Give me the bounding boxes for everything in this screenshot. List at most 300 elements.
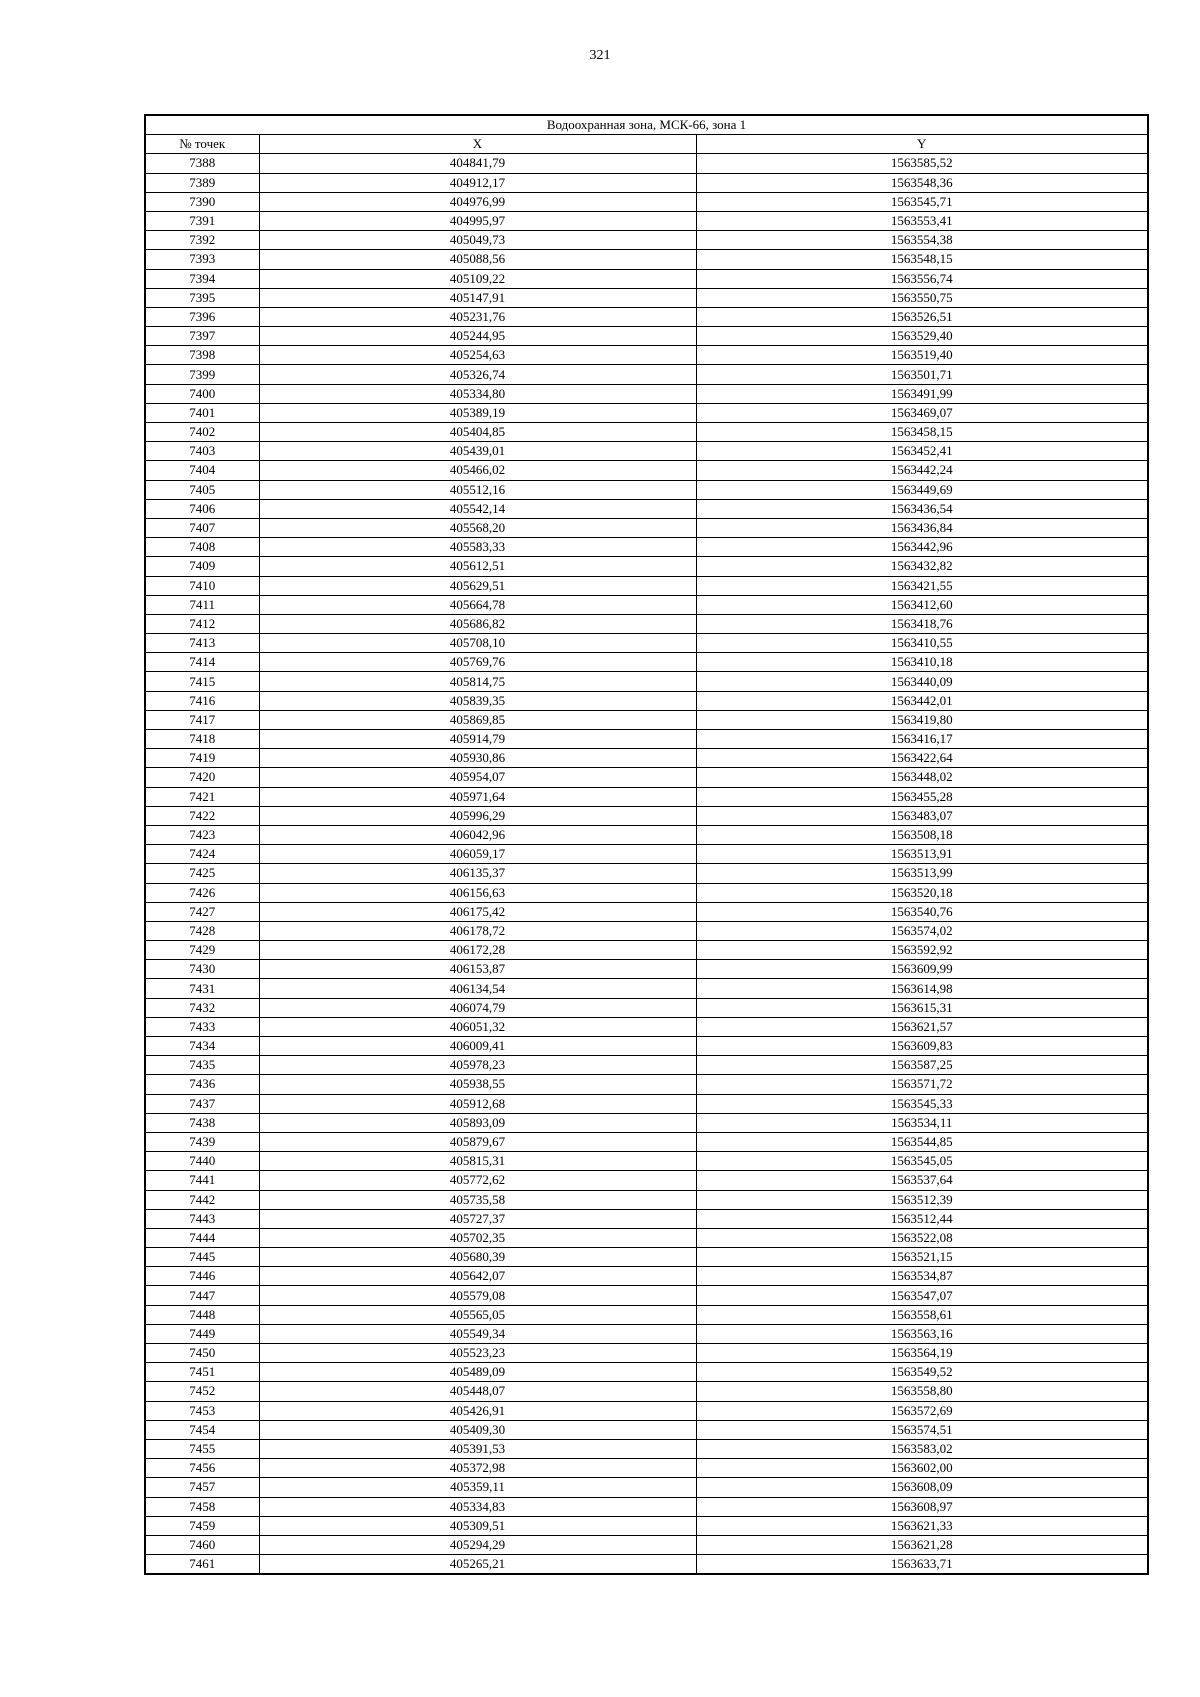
y-coordinate-cell: 1563574,02 bbox=[696, 921, 1148, 940]
table-row bbox=[145, 864, 1148, 883]
x-coordinate-cell: 405254,63 bbox=[259, 346, 696, 365]
table-row bbox=[145, 1037, 1148, 1056]
x-coordinate-cell: 405512,16 bbox=[259, 480, 696, 499]
table-row bbox=[145, 998, 1148, 1017]
table-row bbox=[145, 1305, 1148, 1324]
table-row bbox=[145, 576, 1148, 595]
y-coordinate-cell: 1563602,00 bbox=[696, 1459, 1148, 1478]
x-coordinate-cell: 405049,73 bbox=[259, 231, 696, 250]
point-number-cell: 7453 bbox=[145, 1401, 259, 1420]
y-coordinate-cell: 1563418,76 bbox=[696, 614, 1148, 633]
x-coordinate-cell: 405815,31 bbox=[259, 1152, 696, 1171]
point-number-cell: 7414 bbox=[145, 653, 259, 672]
table-row bbox=[145, 423, 1148, 442]
y-coordinate-cell: 1563592,92 bbox=[696, 941, 1148, 960]
point-number-cell: 7452 bbox=[145, 1382, 259, 1401]
y-coordinate-cell: 1563540,76 bbox=[696, 902, 1148, 921]
table-row bbox=[145, 269, 1148, 288]
x-coordinate-cell: 405954,07 bbox=[259, 768, 696, 787]
point-number-cell: 7398 bbox=[145, 346, 259, 365]
point-number-cell: 7429 bbox=[145, 941, 259, 960]
y-coordinate-cell: 1563572,69 bbox=[696, 1401, 1148, 1420]
x-coordinate-cell: 405680,39 bbox=[259, 1248, 696, 1267]
point-number-cell: 7441 bbox=[145, 1171, 259, 1190]
y-coordinate-cell: 1563534,87 bbox=[696, 1267, 1148, 1286]
table-row bbox=[145, 653, 1148, 672]
point-number-cell: 7459 bbox=[145, 1516, 259, 1535]
table-row bbox=[145, 1209, 1148, 1228]
x-coordinate-cell: 405231,76 bbox=[259, 307, 696, 326]
point-number-cell: 7396 bbox=[145, 307, 259, 326]
x-coordinate-cell: 405708,10 bbox=[259, 634, 696, 653]
point-number-cell: 7447 bbox=[145, 1286, 259, 1305]
y-coordinate-cell: 1563537,64 bbox=[696, 1171, 1148, 1190]
point-number-cell: 7457 bbox=[145, 1478, 259, 1497]
table-row bbox=[145, 442, 1148, 461]
point-number-cell: 7454 bbox=[145, 1420, 259, 1439]
point-number-cell: 7424 bbox=[145, 845, 259, 864]
point-number-cell: 7423 bbox=[145, 825, 259, 844]
point-number-cell: 7434 bbox=[145, 1037, 259, 1056]
x-coordinate-cell: 406051,32 bbox=[259, 1017, 696, 1036]
point-number-cell: 7390 bbox=[145, 192, 259, 211]
table-row bbox=[145, 1094, 1148, 1113]
y-coordinate-cell: 1563545,71 bbox=[696, 192, 1148, 211]
point-number-cell: 7406 bbox=[145, 499, 259, 518]
x-coordinate-cell: 406175,42 bbox=[259, 902, 696, 921]
x-coordinate-cell: 405930,86 bbox=[259, 749, 696, 768]
point-number-cell: 7444 bbox=[145, 1228, 259, 1247]
x-coordinate-cell: 406153,87 bbox=[259, 960, 696, 979]
y-coordinate-cell: 1563442,96 bbox=[696, 538, 1148, 557]
table-row bbox=[145, 1248, 1148, 1267]
table-row bbox=[145, 211, 1148, 230]
table-row bbox=[145, 634, 1148, 653]
table-row bbox=[145, 1075, 1148, 1094]
point-number-cell: 7446 bbox=[145, 1267, 259, 1286]
x-coordinate-cell: 405978,23 bbox=[259, 1056, 696, 1075]
y-coordinate-cell: 1563608,97 bbox=[696, 1497, 1148, 1516]
x-coordinate-cell: 405244,95 bbox=[259, 327, 696, 346]
y-coordinate-cell: 1563571,72 bbox=[696, 1075, 1148, 1094]
point-number-cell: 7451 bbox=[145, 1363, 259, 1382]
table-row bbox=[145, 1459, 1148, 1478]
point-number-cell: 7415 bbox=[145, 672, 259, 691]
y-coordinate-cell: 1563449,69 bbox=[696, 480, 1148, 499]
point-number-cell: 7407 bbox=[145, 518, 259, 537]
x-coordinate-cell: 405523,23 bbox=[259, 1344, 696, 1363]
x-coordinate-cell: 404912,17 bbox=[259, 173, 696, 192]
y-coordinate-cell: 1563554,38 bbox=[696, 231, 1148, 250]
y-coordinate-cell: 1563545,33 bbox=[696, 1094, 1148, 1113]
y-coordinate-cell: 1563585,52 bbox=[696, 154, 1148, 173]
y-coordinate-cell: 1563633,71 bbox=[696, 1555, 1148, 1575]
point-number-cell: 7404 bbox=[145, 461, 259, 480]
point-number-cell: 7432 bbox=[145, 998, 259, 1017]
table-row bbox=[145, 154, 1148, 173]
y-coordinate-cell: 1563416,17 bbox=[696, 730, 1148, 749]
point-number-cell: 7416 bbox=[145, 691, 259, 710]
point-number-cell: 7402 bbox=[145, 423, 259, 442]
point-number-cell: 7438 bbox=[145, 1113, 259, 1132]
table-row bbox=[145, 557, 1148, 576]
x-coordinate-cell: 405359,11 bbox=[259, 1478, 696, 1497]
point-number-cell: 7450 bbox=[145, 1344, 259, 1363]
y-coordinate-cell: 1563448,02 bbox=[696, 768, 1148, 787]
y-coordinate-cell: 1563534,11 bbox=[696, 1113, 1148, 1132]
y-coordinate-cell: 1563574,51 bbox=[696, 1420, 1148, 1439]
y-coordinate-cell: 1563522,08 bbox=[696, 1228, 1148, 1247]
table-row bbox=[145, 461, 1148, 480]
x-coordinate-cell: 405996,29 bbox=[259, 806, 696, 825]
y-coordinate-cell: 1563526,51 bbox=[696, 307, 1148, 326]
point-number-cell: 7413 bbox=[145, 634, 259, 653]
point-number-cell: 7461 bbox=[145, 1555, 259, 1575]
coordinates-table bbox=[144, 114, 1149, 1575]
table-row bbox=[145, 787, 1148, 806]
x-coordinate-cell: 405466,02 bbox=[259, 461, 696, 480]
x-coordinate-cell: 405309,51 bbox=[259, 1516, 696, 1535]
table-row bbox=[145, 806, 1148, 825]
column-header-y: Y bbox=[696, 135, 1148, 154]
x-coordinate-cell: 405334,83 bbox=[259, 1497, 696, 1516]
x-coordinate-cell: 406059,17 bbox=[259, 845, 696, 864]
y-coordinate-cell: 1563520,18 bbox=[696, 883, 1148, 902]
x-coordinate-cell: 406042,96 bbox=[259, 825, 696, 844]
y-coordinate-cell: 1563614,98 bbox=[696, 979, 1148, 998]
table-row bbox=[145, 1344, 1148, 1363]
y-coordinate-cell: 1563458,15 bbox=[696, 423, 1148, 442]
table-row bbox=[145, 1113, 1148, 1132]
point-number-cell: 7428 bbox=[145, 921, 259, 940]
column-header-point-number: № точек bbox=[145, 135, 259, 154]
x-coordinate-cell: 405326,74 bbox=[259, 365, 696, 384]
y-coordinate-cell: 1563558,80 bbox=[696, 1382, 1148, 1401]
y-coordinate-cell: 1563501,71 bbox=[696, 365, 1148, 384]
y-coordinate-cell: 1563512,44 bbox=[696, 1209, 1148, 1228]
table-row bbox=[145, 825, 1148, 844]
x-coordinate-cell: 405612,51 bbox=[259, 557, 696, 576]
point-number-cell: 7395 bbox=[145, 288, 259, 307]
y-coordinate-cell: 1563455,28 bbox=[696, 787, 1148, 806]
point-number-cell: 7411 bbox=[145, 595, 259, 614]
x-coordinate-cell: 404976,99 bbox=[259, 192, 696, 211]
table-row bbox=[145, 672, 1148, 691]
point-number-cell: 7409 bbox=[145, 557, 259, 576]
y-coordinate-cell: 1563519,40 bbox=[696, 346, 1148, 365]
x-coordinate-cell: 405579,08 bbox=[259, 1286, 696, 1305]
point-number-cell: 7408 bbox=[145, 538, 259, 557]
y-coordinate-cell: 1563587,25 bbox=[696, 1056, 1148, 1075]
y-coordinate-cell: 1563469,07 bbox=[696, 403, 1148, 422]
x-coordinate-cell: 405664,78 bbox=[259, 595, 696, 614]
x-coordinate-cell: 405629,51 bbox=[259, 576, 696, 595]
point-number-cell: 7433 bbox=[145, 1017, 259, 1036]
y-coordinate-cell: 1563442,01 bbox=[696, 691, 1148, 710]
point-number-cell: 7437 bbox=[145, 1094, 259, 1113]
table-row bbox=[145, 1190, 1148, 1209]
table-row bbox=[145, 845, 1148, 864]
table-row bbox=[145, 1497, 1148, 1516]
table-row bbox=[145, 288, 1148, 307]
table-title: Водоохранная зона, МСК-66, зона 1 bbox=[145, 115, 1148, 135]
x-coordinate-cell: 405565,05 bbox=[259, 1305, 696, 1324]
y-coordinate-cell: 1563547,07 bbox=[696, 1286, 1148, 1305]
point-number-cell: 7431 bbox=[145, 979, 259, 998]
x-coordinate-cell: 405702,35 bbox=[259, 1228, 696, 1247]
x-coordinate-cell: 405334,80 bbox=[259, 384, 696, 403]
x-coordinate-cell: 406009,41 bbox=[259, 1037, 696, 1056]
table-row bbox=[145, 960, 1148, 979]
x-coordinate-cell: 405088,56 bbox=[259, 250, 696, 269]
table-row bbox=[145, 307, 1148, 326]
point-number-cell: 7442 bbox=[145, 1190, 259, 1209]
table-row bbox=[145, 749, 1148, 768]
y-coordinate-cell: 1563521,15 bbox=[696, 1248, 1148, 1267]
x-coordinate-cell: 405938,55 bbox=[259, 1075, 696, 1094]
table-row bbox=[145, 384, 1148, 403]
y-coordinate-cell: 1563422,64 bbox=[696, 749, 1148, 768]
point-number-cell: 7445 bbox=[145, 1248, 259, 1267]
table-row bbox=[145, 231, 1148, 250]
x-coordinate-cell: 405686,82 bbox=[259, 614, 696, 633]
x-coordinate-cell: 406156,63 bbox=[259, 883, 696, 902]
point-number-cell: 7419 bbox=[145, 749, 259, 768]
table-row bbox=[145, 1171, 1148, 1190]
table-row bbox=[145, 1439, 1148, 1458]
y-coordinate-cell: 1563545,05 bbox=[696, 1152, 1148, 1171]
point-number-cell: 7393 bbox=[145, 250, 259, 269]
table-row bbox=[145, 1363, 1148, 1382]
table-row bbox=[145, 1516, 1148, 1535]
point-number-cell: 7439 bbox=[145, 1132, 259, 1151]
table-row bbox=[145, 941, 1148, 960]
y-coordinate-cell: 1563412,60 bbox=[696, 595, 1148, 614]
table-row bbox=[145, 538, 1148, 557]
y-coordinate-cell: 1563615,31 bbox=[696, 998, 1148, 1017]
y-coordinate-cell: 1563548,15 bbox=[696, 250, 1148, 269]
x-coordinate-cell: 405448,07 bbox=[259, 1382, 696, 1401]
x-coordinate-cell: 405542,14 bbox=[259, 499, 696, 518]
y-coordinate-cell: 1563410,18 bbox=[696, 653, 1148, 672]
table-row bbox=[145, 1228, 1148, 1247]
x-coordinate-cell: 405735,58 bbox=[259, 1190, 696, 1209]
table-row bbox=[145, 1286, 1148, 1305]
x-coordinate-cell: 405839,35 bbox=[259, 691, 696, 710]
point-number-cell: 7403 bbox=[145, 442, 259, 461]
point-number-cell: 7410 bbox=[145, 576, 259, 595]
point-number-cell: 7412 bbox=[145, 614, 259, 633]
y-coordinate-cell: 1563563,16 bbox=[696, 1324, 1148, 1343]
x-coordinate-cell: 405769,76 bbox=[259, 653, 696, 672]
y-coordinate-cell: 1563491,99 bbox=[696, 384, 1148, 403]
table-row bbox=[145, 710, 1148, 729]
x-coordinate-cell: 406135,37 bbox=[259, 864, 696, 883]
x-coordinate-cell: 405971,64 bbox=[259, 787, 696, 806]
x-coordinate-cell: 405391,53 bbox=[259, 1439, 696, 1458]
point-number-cell: 7458 bbox=[145, 1497, 259, 1516]
point-number-cell: 7394 bbox=[145, 269, 259, 288]
table-row bbox=[145, 1401, 1148, 1420]
point-number-cell: 7417 bbox=[145, 710, 259, 729]
point-number-cell: 7440 bbox=[145, 1152, 259, 1171]
y-coordinate-cell: 1563553,41 bbox=[696, 211, 1148, 230]
table-row bbox=[145, 1555, 1148, 1575]
x-coordinate-cell: 406172,28 bbox=[259, 941, 696, 960]
table-row bbox=[145, 614, 1148, 633]
x-coordinate-cell: 405914,79 bbox=[259, 730, 696, 749]
x-coordinate-cell: 404995,97 bbox=[259, 211, 696, 230]
point-number-cell: 7421 bbox=[145, 787, 259, 806]
x-coordinate-cell: 405404,85 bbox=[259, 423, 696, 442]
y-coordinate-cell: 1563483,07 bbox=[696, 806, 1148, 825]
table-row bbox=[145, 480, 1148, 499]
point-number-cell: 7435 bbox=[145, 1056, 259, 1075]
table-row bbox=[145, 173, 1148, 192]
point-number-cell: 7418 bbox=[145, 730, 259, 749]
table-row bbox=[145, 921, 1148, 940]
y-coordinate-cell: 1563564,19 bbox=[696, 1344, 1148, 1363]
point-number-cell: 7399 bbox=[145, 365, 259, 384]
y-coordinate-cell: 1563609,99 bbox=[696, 960, 1148, 979]
point-number-cell: 7426 bbox=[145, 883, 259, 902]
x-coordinate-cell: 405294,29 bbox=[259, 1535, 696, 1554]
x-coordinate-cell: 405265,21 bbox=[259, 1555, 696, 1575]
table-row bbox=[145, 346, 1148, 365]
table-row bbox=[145, 250, 1148, 269]
table-row bbox=[145, 403, 1148, 422]
table-row bbox=[145, 1478, 1148, 1497]
table-row bbox=[145, 192, 1148, 211]
y-coordinate-cell: 1563442,24 bbox=[696, 461, 1148, 480]
x-coordinate-cell: 404841,79 bbox=[259, 154, 696, 173]
x-coordinate-cell: 405912,68 bbox=[259, 1094, 696, 1113]
point-number-cell: 7405 bbox=[145, 480, 259, 499]
table-row bbox=[145, 883, 1148, 902]
y-coordinate-cell: 1563513,99 bbox=[696, 864, 1148, 883]
y-coordinate-cell: 1563608,09 bbox=[696, 1478, 1148, 1497]
y-coordinate-cell: 1563421,55 bbox=[696, 576, 1148, 595]
point-number-cell: 7397 bbox=[145, 327, 259, 346]
table-row bbox=[145, 1382, 1148, 1401]
table-row bbox=[145, 1267, 1148, 1286]
x-coordinate-cell: 405389,19 bbox=[259, 403, 696, 422]
column-header-x: X bbox=[259, 135, 696, 154]
table-row bbox=[145, 499, 1148, 518]
table-row bbox=[145, 518, 1148, 537]
table-row bbox=[145, 1535, 1148, 1554]
x-coordinate-cell: 405109,22 bbox=[259, 269, 696, 288]
x-coordinate-cell: 405549,34 bbox=[259, 1324, 696, 1343]
x-coordinate-cell: 405372,98 bbox=[259, 1459, 696, 1478]
point-number-cell: 7389 bbox=[145, 173, 259, 192]
x-coordinate-cell: 405439,01 bbox=[259, 442, 696, 461]
point-number-cell: 7388 bbox=[145, 154, 259, 173]
y-coordinate-cell: 1563609,83 bbox=[696, 1037, 1148, 1056]
y-coordinate-cell: 1563549,52 bbox=[696, 1363, 1148, 1382]
y-coordinate-cell: 1563550,75 bbox=[696, 288, 1148, 307]
x-coordinate-cell: 405879,67 bbox=[259, 1132, 696, 1151]
y-coordinate-cell: 1563436,54 bbox=[696, 499, 1148, 518]
y-coordinate-cell: 1563621,57 bbox=[696, 1017, 1148, 1036]
table-row bbox=[145, 902, 1148, 921]
table-row bbox=[145, 327, 1148, 346]
y-coordinate-cell: 1563513,91 bbox=[696, 845, 1148, 864]
y-coordinate-cell: 1563508,18 bbox=[696, 825, 1148, 844]
y-coordinate-cell: 1563529,40 bbox=[696, 327, 1148, 346]
y-coordinate-cell: 1563436,84 bbox=[696, 518, 1148, 537]
y-coordinate-cell: 1563548,36 bbox=[696, 173, 1148, 192]
x-coordinate-cell: 405814,75 bbox=[259, 672, 696, 691]
x-coordinate-cell: 405409,30 bbox=[259, 1420, 696, 1439]
y-coordinate-cell: 1563410,55 bbox=[696, 634, 1148, 653]
point-number-cell: 7449 bbox=[145, 1324, 259, 1343]
point-number-cell: 7427 bbox=[145, 902, 259, 921]
x-coordinate-cell: 405727,37 bbox=[259, 1209, 696, 1228]
table-row bbox=[145, 1056, 1148, 1075]
point-number-cell: 7392 bbox=[145, 231, 259, 250]
page-number: 321 bbox=[589, 48, 611, 63]
x-coordinate-cell: 405583,33 bbox=[259, 538, 696, 557]
point-number-cell: 7401 bbox=[145, 403, 259, 422]
y-coordinate-cell: 1563440,09 bbox=[696, 672, 1148, 691]
x-coordinate-cell: 405893,09 bbox=[259, 1113, 696, 1132]
point-number-cell: 7456 bbox=[145, 1459, 259, 1478]
table-row bbox=[145, 1017, 1148, 1036]
y-coordinate-cell: 1563452,41 bbox=[696, 442, 1148, 461]
x-coordinate-cell: 406178,72 bbox=[259, 921, 696, 940]
x-coordinate-cell: 405772,62 bbox=[259, 1171, 696, 1190]
x-coordinate-cell: 405568,20 bbox=[259, 518, 696, 537]
x-coordinate-cell: 405426,91 bbox=[259, 1401, 696, 1420]
table-row bbox=[145, 595, 1148, 614]
point-number-cell: 7425 bbox=[145, 864, 259, 883]
point-number-cell: 7448 bbox=[145, 1305, 259, 1324]
y-coordinate-cell: 1563544,85 bbox=[696, 1132, 1148, 1151]
table-row bbox=[145, 730, 1148, 749]
x-coordinate-cell: 405489,09 bbox=[259, 1363, 696, 1382]
point-number-cell: 7455 bbox=[145, 1439, 259, 1458]
y-coordinate-cell: 1563621,33 bbox=[696, 1516, 1148, 1535]
y-coordinate-cell: 1563432,82 bbox=[696, 557, 1148, 576]
x-coordinate-cell: 405147,91 bbox=[259, 288, 696, 307]
table-row bbox=[145, 1324, 1148, 1343]
point-number-cell: 7400 bbox=[145, 384, 259, 403]
point-number-cell: 7460 bbox=[145, 1535, 259, 1554]
x-coordinate-cell: 406074,79 bbox=[259, 998, 696, 1017]
x-coordinate-cell: 405869,85 bbox=[259, 710, 696, 729]
point-number-cell: 7436 bbox=[145, 1075, 259, 1094]
y-coordinate-cell: 1563556,74 bbox=[696, 269, 1148, 288]
point-number-cell: 7420 bbox=[145, 768, 259, 787]
table-row bbox=[145, 691, 1148, 710]
table-row bbox=[145, 365, 1148, 384]
table-row bbox=[145, 1420, 1148, 1439]
y-coordinate-cell: 1563512,39 bbox=[696, 1190, 1148, 1209]
point-number-cell: 7422 bbox=[145, 806, 259, 825]
point-number-cell: 7430 bbox=[145, 960, 259, 979]
y-coordinate-cell: 1563419,80 bbox=[696, 710, 1148, 729]
point-number-cell: 7391 bbox=[145, 211, 259, 230]
table-body bbox=[145, 154, 1148, 1574]
table-row bbox=[145, 979, 1148, 998]
y-coordinate-cell: 1563583,02 bbox=[696, 1439, 1148, 1458]
x-coordinate-cell: 406134,54 bbox=[259, 979, 696, 998]
y-coordinate-cell: 1563558,61 bbox=[696, 1305, 1148, 1324]
x-coordinate-cell: 405642,07 bbox=[259, 1267, 696, 1286]
table-row bbox=[145, 1132, 1148, 1151]
table-row bbox=[145, 768, 1148, 787]
